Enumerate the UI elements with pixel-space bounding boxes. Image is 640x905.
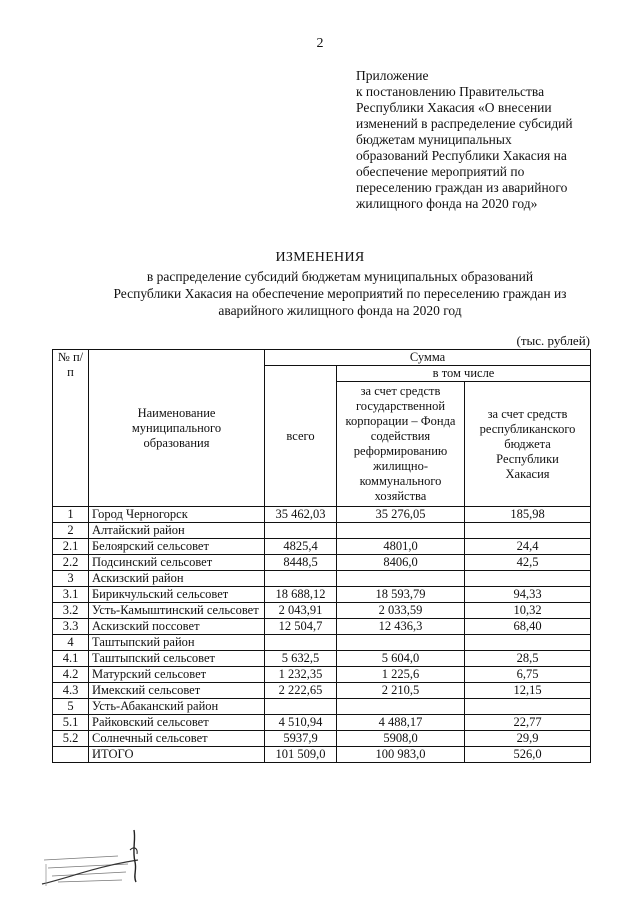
row-name: Белоярский сельсовет xyxy=(89,539,265,555)
row-name: Таштыпский район xyxy=(89,635,265,651)
row-fund: 1 225,6 xyxy=(337,667,465,683)
appendix-line: изменений в распределение субсидий xyxy=(356,116,573,131)
row-num: 5.2 xyxy=(53,731,89,747)
row-fund xyxy=(337,699,465,715)
row-name: Усть-Камыштинский сельсовет xyxy=(89,603,265,619)
signature-stamp xyxy=(38,820,148,890)
row-total: 5 632,5 xyxy=(265,651,337,667)
row-num: 2 xyxy=(53,523,89,539)
row-total: 1 232,35 xyxy=(265,667,337,683)
row-fund: 4 488,17 xyxy=(337,715,465,731)
header-num: № п/п xyxy=(53,350,89,507)
header-fund: за счет средств государственной корпорации – Фонда содействия реформированию жилищно-коммунального хозяйства xyxy=(337,382,465,507)
row-num: 3.2 xyxy=(53,603,89,619)
row-republic xyxy=(465,699,591,715)
appendix-line: образований Республики Хакасия на xyxy=(356,148,567,163)
row-fund xyxy=(337,635,465,651)
row-num xyxy=(53,747,89,763)
row-total: 8448,5 xyxy=(265,555,337,571)
row-num: 2.1 xyxy=(53,539,89,555)
document-subtitle xyxy=(70,268,610,319)
row-num: 5 xyxy=(53,699,89,715)
units-label: (тыс. рублей) xyxy=(516,333,590,348)
row-name: Аскизский район xyxy=(89,571,265,587)
appendix-line: бюджетам муниципальных xyxy=(356,132,512,147)
header-total: всего xyxy=(265,366,337,507)
row-name: Усть-Абаканский район xyxy=(89,699,265,715)
row-num: 4.1 xyxy=(53,651,89,667)
document-title: ИЗМЕНЕНИЯ xyxy=(275,250,365,265)
row-fund: 100 983,0 xyxy=(337,747,465,763)
row-total: 12 504,7 xyxy=(265,619,337,635)
table-row xyxy=(53,651,591,667)
row-republic: 24,4 xyxy=(465,539,591,555)
row-republic: 29,9 xyxy=(465,731,591,747)
row-total: 5937,9 xyxy=(265,731,337,747)
row-num: 4.2 xyxy=(53,667,89,683)
row-num: 4.3 xyxy=(53,683,89,699)
subtitle-line: в распределение субсидий бюджетам муниципальных образований xyxy=(146,269,534,284)
table-row xyxy=(53,523,591,539)
table-row xyxy=(53,539,591,555)
header-republic: за счет средств республиканского бюджета Республики Хакасия xyxy=(465,382,591,507)
table-row-total xyxy=(53,747,591,763)
row-republic: 185,98 xyxy=(465,507,591,523)
row-republic: 94,33 xyxy=(465,587,591,603)
row-republic: 68,40 xyxy=(465,619,591,635)
row-name: Солнечный сельсовет xyxy=(89,731,265,747)
row-total xyxy=(265,635,337,651)
row-total: 4825,4 xyxy=(265,539,337,555)
table-row xyxy=(53,667,591,683)
table-row xyxy=(53,603,591,619)
row-num: 3.3 xyxy=(53,619,89,635)
row-fund xyxy=(337,523,465,539)
subtitle-line: аварийного жилищного фонда на 2020 год xyxy=(218,303,462,318)
appendix-line: Республики Хакасия «О внесении xyxy=(356,100,552,115)
row-name: Алтайский район xyxy=(89,523,265,539)
page-number: 2 xyxy=(316,36,324,51)
header-sum: Сумма xyxy=(265,350,591,366)
row-fund: 18 593,79 xyxy=(337,587,465,603)
row-fund: 2 033,59 xyxy=(337,603,465,619)
table-row xyxy=(53,555,591,571)
row-num: 3 xyxy=(53,571,89,587)
subsidy-table xyxy=(52,349,591,763)
row-fund: 12 436,3 xyxy=(337,619,465,635)
appendix-line: переселению граждан из аварийного xyxy=(356,180,568,195)
header-including: в том числе xyxy=(337,366,591,382)
subtitle-line: Республики Хакасия на обеспечение мероприятий по переселению граждан из xyxy=(113,286,567,301)
table-row xyxy=(53,635,591,651)
table-row xyxy=(53,715,591,731)
table-row xyxy=(53,683,591,699)
row-name: Город Черногорск xyxy=(89,507,265,523)
row-name: Матурский сельсовет xyxy=(89,667,265,683)
row-total: 2 043,91 xyxy=(265,603,337,619)
row-fund: 4801,0 xyxy=(337,539,465,555)
row-num: 1 xyxy=(53,507,89,523)
row-name: Подсинский сельсовет xyxy=(89,555,265,571)
row-fund xyxy=(337,571,465,587)
row-fund: 5908,0 xyxy=(337,731,465,747)
row-total: 35 462,03 xyxy=(265,507,337,523)
row-name: Имекский сельсовет xyxy=(89,683,265,699)
row-republic xyxy=(465,523,591,539)
table-row xyxy=(53,731,591,747)
table-row xyxy=(53,699,591,715)
header-name: Наименование муниципального образования xyxy=(89,350,265,507)
row-name: Райковский сельсовет xyxy=(89,715,265,731)
row-total: 2 222,65 xyxy=(265,683,337,699)
row-republic: 12,15 xyxy=(465,683,591,699)
row-republic xyxy=(465,571,591,587)
row-republic: 10,32 xyxy=(465,603,591,619)
row-num: 4 xyxy=(53,635,89,651)
row-name: Таштыпский сельсовет xyxy=(89,651,265,667)
row-republic xyxy=(465,635,591,651)
appendix-line: обеспечение мероприятий по xyxy=(356,164,525,179)
row-num: 5.1 xyxy=(53,715,89,731)
row-fund: 8406,0 xyxy=(337,555,465,571)
row-num: 3.1 xyxy=(53,587,89,603)
row-total: 4 510,94 xyxy=(265,715,337,731)
row-total xyxy=(265,699,337,715)
row-republic: 22,77 xyxy=(465,715,591,731)
row-name: Бирикчульский сельсовет xyxy=(89,587,265,603)
appendix-line: к постановлению Правительства xyxy=(356,84,545,99)
appendix-line: Приложение xyxy=(356,68,429,83)
table-row xyxy=(53,587,591,603)
row-fund: 35 276,05 xyxy=(337,507,465,523)
table-row xyxy=(53,507,591,523)
appendix-line: жилищного фонда на 2020 год» xyxy=(356,196,538,211)
row-total: 101 509,0 xyxy=(265,747,337,763)
row-name: ИТОГО xyxy=(89,747,265,763)
row-name: Аскизский поссовет xyxy=(89,619,265,635)
row-total: 18 688,12 xyxy=(265,587,337,603)
table-row xyxy=(53,619,591,635)
row-total xyxy=(265,571,337,587)
row-republic: 6,75 xyxy=(465,667,591,683)
row-fund: 5 604,0 xyxy=(337,651,465,667)
appendix-block xyxy=(356,68,616,212)
row-fund: 2 210,5 xyxy=(337,683,465,699)
row-num: 2.2 xyxy=(53,555,89,571)
table-row xyxy=(53,571,591,587)
row-republic: 42,5 xyxy=(465,555,591,571)
row-total xyxy=(265,523,337,539)
row-republic: 526,0 xyxy=(465,747,591,763)
row-republic: 28,5 xyxy=(465,651,591,667)
